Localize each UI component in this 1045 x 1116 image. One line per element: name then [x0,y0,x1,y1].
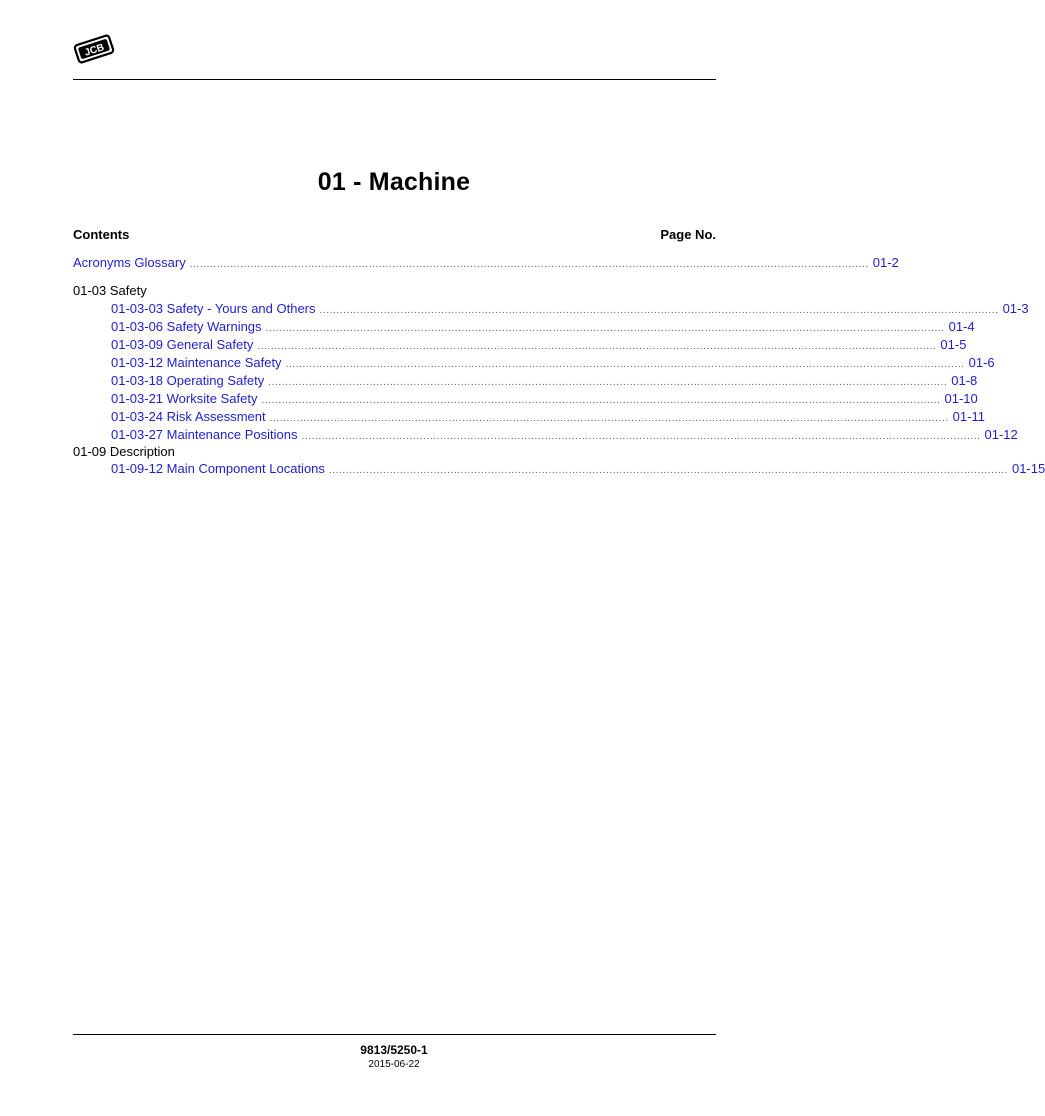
page-no-heading: Page No. [660,227,716,242]
leader-dots: ......................................................................................................................................................................................................... [261,395,941,406]
toc-entry-label: 01-03-18 Operating Safety [111,373,265,388]
leader-dots: ......................................................................................................................................................................................................... [285,359,965,370]
page-title: 01 - Machine [317,168,471,196]
toc-entry-maintenance-positions[interactable] [111,427,1018,443]
section-heading-safety: 01-03 Safety [73,283,147,298]
toc-entry-safety-yours-and-others[interactable] [111,301,1029,317]
toc-entry-label: 01-03-03 Safety - Yours and Others [111,301,316,316]
toc-entry-general-safety[interactable] [111,337,967,353]
toc-entry-label: 01-09-12 Main Component Locations [111,461,325,476]
contents-heading: Contents [73,227,130,242]
leader-dots: ......................................................................................................................................................................................................... [189,259,869,270]
toc-entry-worksite-safety[interactable] [111,391,978,407]
document-number: 9813/5250-1 [360,1043,428,1057]
toc-entry-label: 01-03-12 Maintenance Safety [111,355,282,370]
toc-entry-page: 01-8 [951,373,978,388]
toc-entry-page: 01-5 [940,337,967,352]
leader-dots: ......................................................................................................................................................................................................... [269,413,949,424]
toc-entry-page: 01-2 [872,255,899,270]
toc-entry-page: 01-15 [1011,461,1045,476]
leader-dots: ......................................................................................................................................................................................................... [257,341,937,352]
leader-dots: ......................................................................................................................................................................................................... [328,465,1008,476]
toc-entry-label: 01-03-21 Worksite Safety [111,391,258,406]
toc-entry-label: 01-03-27 Maintenance Positions [111,427,298,442]
toc-entry-risk-assessment[interactable] [111,409,985,425]
leader-dots: ......................................................................................................................................................................................................... [301,431,981,442]
toc-entry-page: 01-11 [952,409,985,424]
jcb-logo-icon [72,31,116,67]
toc-entry-main-component-locations[interactable] [111,461,1045,477]
toc-entry-page: 01-10 [944,391,978,406]
leader-dots: ......................................................................................................................................................................................................... [319,305,999,316]
toc-entry-operating-safety[interactable] [111,373,978,389]
toc-entry-page: 01-3 [1002,301,1029,316]
leader-dots: ......................................................................................................................................................................................................... [268,377,948,388]
toc-entry-acronyms-glossary[interactable] [73,255,899,271]
toc-entry-label: 01-03-09 General Safety [111,337,254,352]
footer-rule [73,1034,716,1035]
toc-entry-safety-warnings[interactable] [111,319,975,335]
toc-entry-label: 01-03-24 Risk Assessment [111,409,266,424]
document-date: 2015-06-22 [368,1059,420,1070]
toc-entry-label: Acronyms Glossary [73,255,186,270]
header-rule [73,79,716,80]
logo-text: JCB [83,42,106,59]
toc-entry-maintenance-safety[interactable] [111,355,995,371]
section-heading-description: 01-09 Description [73,444,175,459]
toc-entry-page: 01-12 [984,427,1018,442]
toc-entry-label: 01-03-06 Safety Warnings [111,319,262,334]
toc-entry-page: 01-6 [968,355,995,370]
leader-dots: ......................................................................................................................................................................................................... [265,323,945,334]
toc-entry-page: 01-4 [948,319,975,334]
